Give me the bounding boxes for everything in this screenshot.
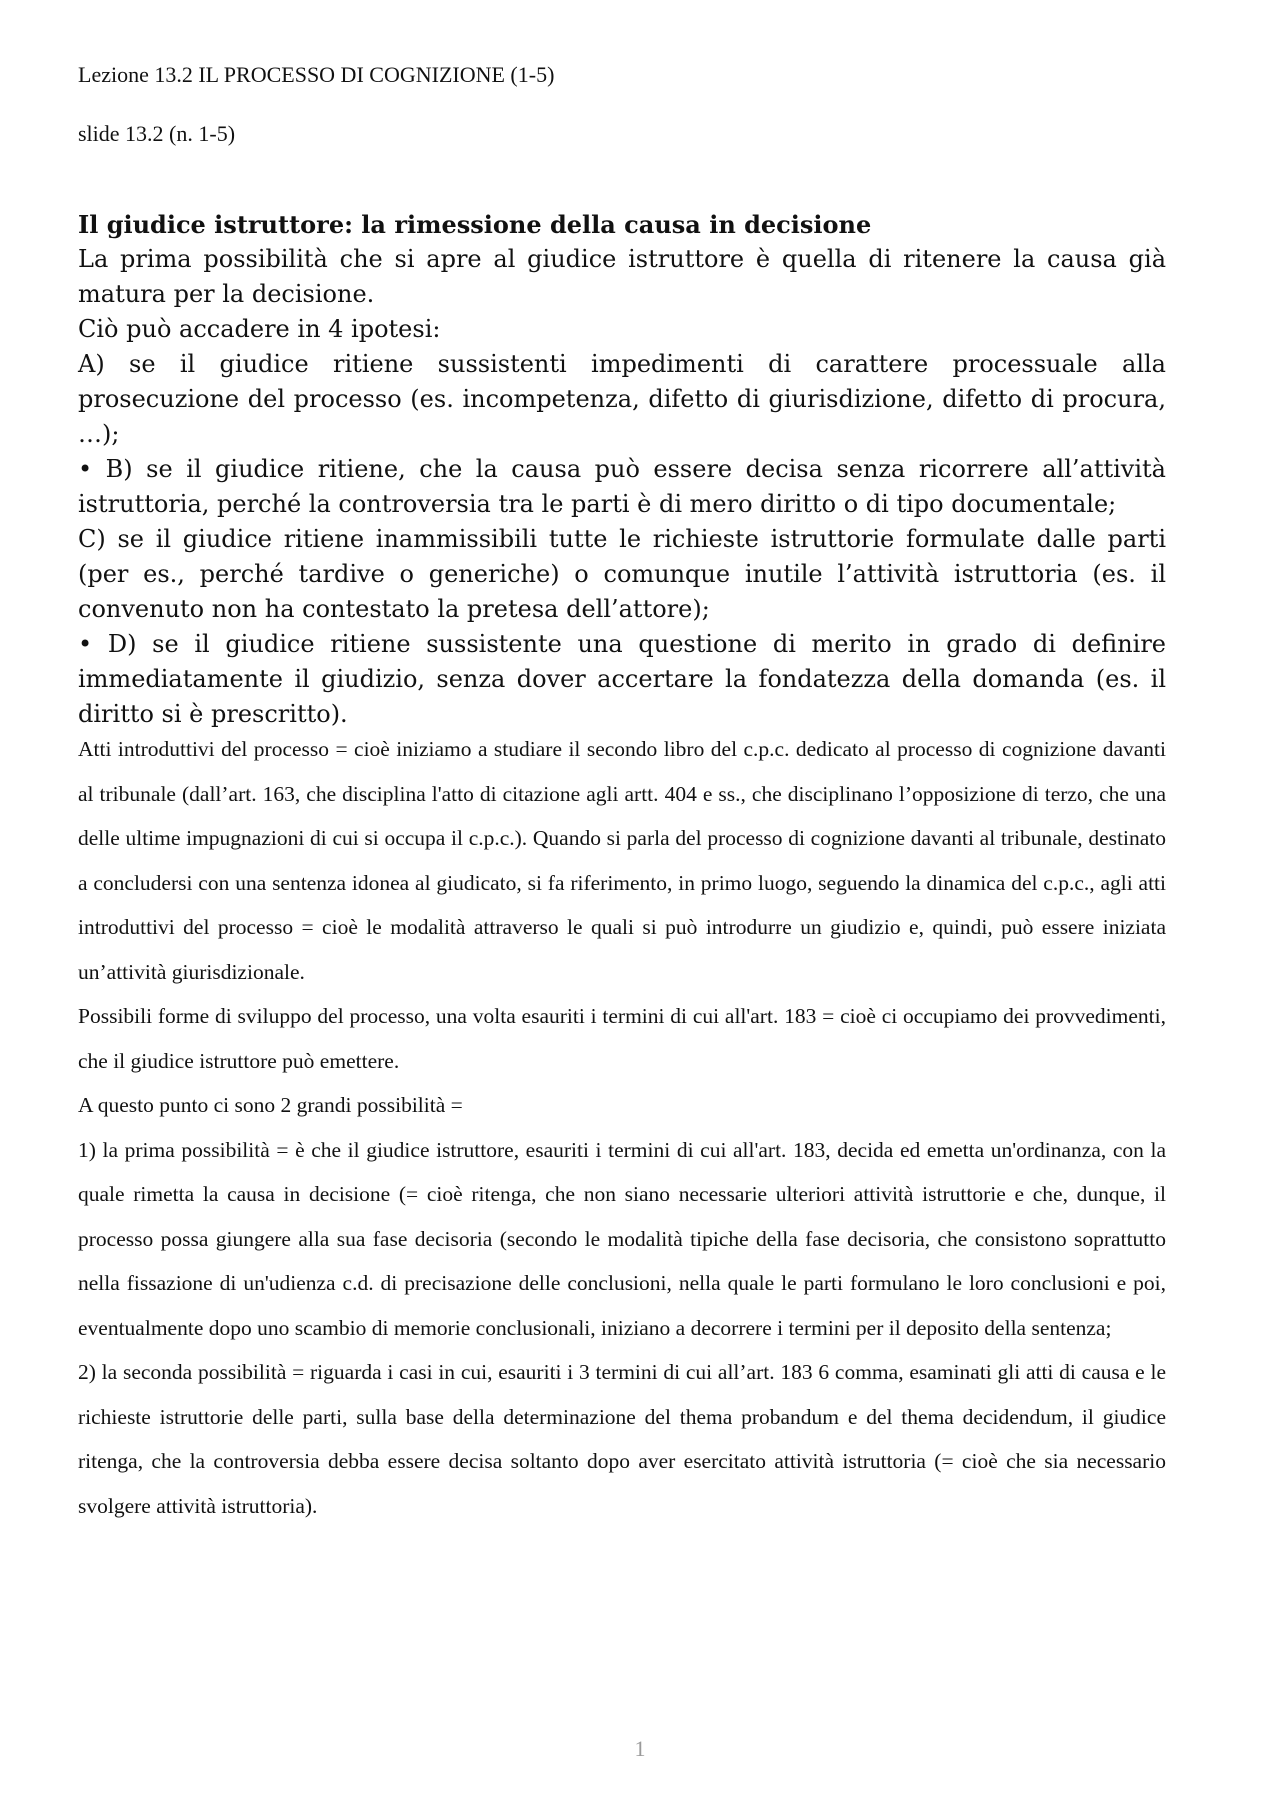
body-paragraph: 1) la prima possibilità = è che il giudice istruttore, esauriti i termini di cui all'art. 183, decida ed emetta un'ordinanza, con la quale rimetta la causa in decisione (= cioè ritenga, che non siano necessarie ulteriori attività istruttorie e che, dunque, il processo possa giungere alla sua fase decisoria (secondo le modalità tipiche della fase decisoria, che consistono soprattutto nella fissazione di un'udienza c.d. di precisazione delle conclusioni, nella quale le parti formulano le loro conclusioni e poi, eventualmente dopo uno scambio di memorie conclusionali, iniziano a decorrere i termini per il deposito della sentenza; (78, 1137, 1166, 1340)
decision-section (78, 207, 1166, 732)
hypothesis-d: • D) se il giudice ritiene sussistente una questione di merito in grado di definire immediatamente il giudizio, senza dover accertare la fondatezza della domanda (es. il diritto si è prescritto). (78, 630, 1166, 728)
section-heading: Il giudice istruttore: la rimessione della causa in decisione (78, 210, 872, 239)
body-paragraph: Possibili forme di sviluppo del processo, una volta esauriti i termini di cui all'art. 183 = cioè ci occupiamo dei provvedimenti, che il giudice istruttore può emettere. (78, 1004, 1166, 1073)
hypothesis-b: • B) se il giudice ritiene, che la causa può essere decisa senza ricorrere all’attività istruttoria, perché la controversia tra le parti è di mero diritto o di tipo documentale; (78, 455, 1166, 518)
body-paragraph: Atti introduttivi del processo = cioè iniziamo a studiare il secondo libro del c.p.c. dedicato al processo di cognizione davanti al tribunale (dall’art. 163, che disciplina l'atto di citazione agli artt. 404 e ss., che disciplinano l’opposizione di terzo, che una delle ultime impugnazioni di cui si occupa il c.p.c.). Quando si parla del processo di cognizione davanti al tribunale, destinato a concludersi con una sentenza idonea al giudicato, si fa riferimento, in primo luogo, seguendo la dinamica del c.p.c., agli atti introduttivi del processo = cioè le modalità attraverso le quali si può introdurre un giudizio e, quindi, può essere iniziata un’attività giurisdizionale. (78, 737, 1166, 984)
section-paragraph: Ciò può accadere in 4 ipotesi: (78, 315, 441, 343)
slide-reference: slide 13.2 (n. 1-5) (78, 121, 236, 146)
section-paragraph: La prima possibilità che si apre al giudice istruttore è quella di ritenere la causa già matura per la decisione. (78, 245, 1166, 308)
hypothesis-a: A) se il giudice ritiene sussistenti impedimenti di carattere processuale alla prosecuzione del processo (es. incompetenza, difetto di giurisdizione, difetto di procura, …); (78, 350, 1166, 448)
body-text (78, 727, 1166, 1528)
body-paragraph: A questo punto ci sono 2 grandi possibilità = (78, 1093, 463, 1117)
body-paragraph: 2) la seconda possibilità = riguarda i casi in cui, esauriti i 3 termini di cui all’art. 183 6 comma, esaminati gli atti di causa e le richieste istruttorie delle parti, sulla base della determinazione del thema probandum e del thema decidendum, il giudice ritenga, che la controversia debba essere decisa soltanto dopo aver esercitato attività istruttoria (= cioè che sia necessario svolgere attività istruttoria). (78, 1360, 1166, 1518)
page-number: 1 (634, 1736, 646, 1761)
hypothesis-c: C) se il giudice ritiene inammissibili tutte le richieste istruttorie formulate dalle parti (per es., perché tardive o generiche) o comunque inutile l’attività istruttoria (es. il convenuto non ha contestato la pretesa dell’attore); (78, 525, 1166, 623)
lesson-title: Lezione 13.2 IL PROCESSO DI COGNIZIONE (1-5) (78, 62, 555, 87)
